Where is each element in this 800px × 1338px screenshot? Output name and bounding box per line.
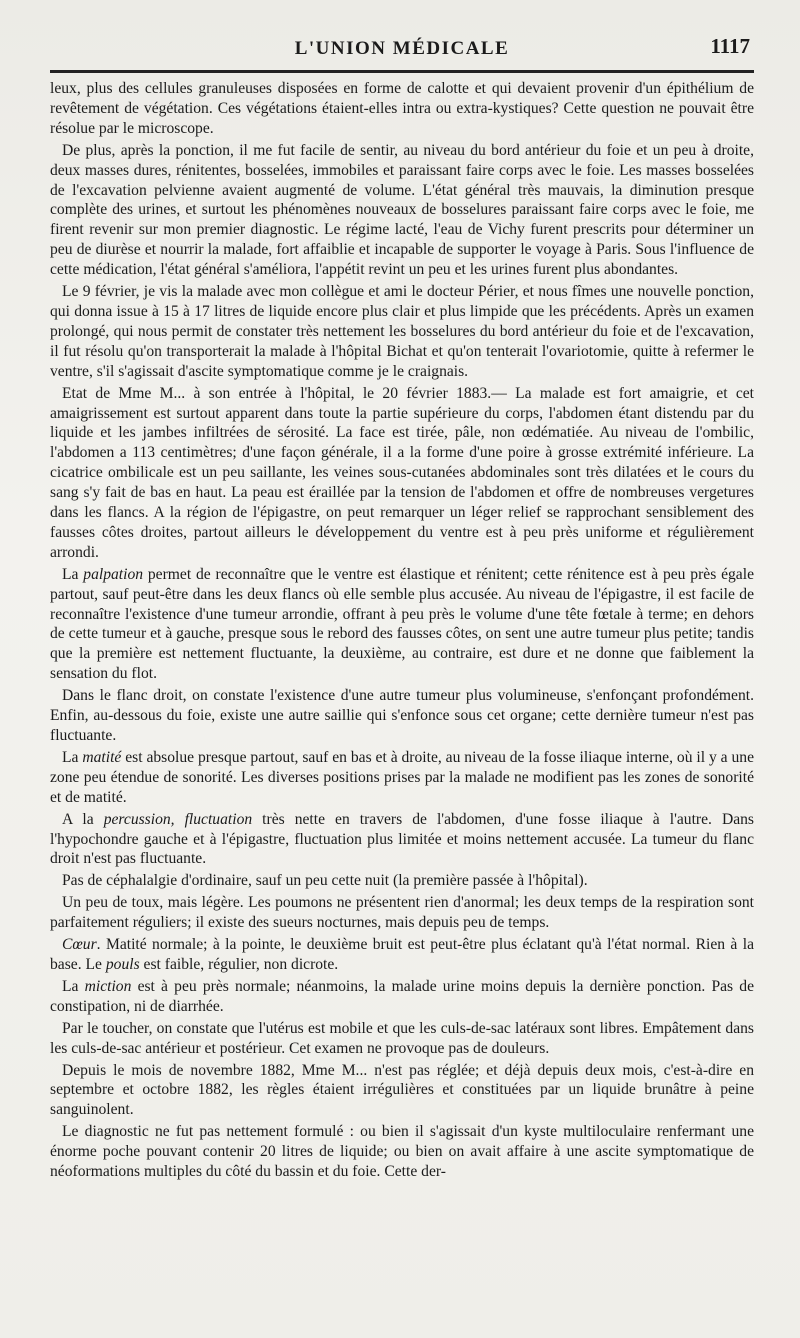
page-number: 1117 <box>710 34 750 58</box>
text-run: est faible, régulier, non dicrote. <box>139 955 339 973</box>
text-run: Depuis le mois de novembre 1882, Mme M... n'est pas réglée; et déjà depuis deux mois, c'est-à-dire en septembre et octobre 1882, les règles étaient irrégulières et constituées par un liquide brunâtre à peine sanguinolent. <box>50 1061 754 1119</box>
text-run: Par le toucher, on constate que l'utérus est mobile et que les culs-de-sac latéraux sont libres. Empâtement dans les culs-de-sac antérieur et postérieur. Cet examen ne provoque pas de douleurs. <box>50 1019 754 1057</box>
paragraph-p7 <box>50 748 754 808</box>
italic-term: palpation <box>83 565 144 583</box>
paragraph-p14 <box>50 1061 754 1121</box>
header-rule <box>50 70 754 73</box>
running-title: L'UNION MÉDICALE <box>294 38 510 59</box>
italic-term: miction <box>84 977 132 995</box>
text-run: . Matité normale; à la pointe, le deuxième bruit est peut-être plus éclatant qu'à l'état normal. Rien à la base. Le <box>50 936 754 973</box>
text-run: Etat de Mme M... à son entrée à l'hôpital, le 20 février 1883.— La malade est fort amaigrie, et cet amaigrissement est surtout apparent dans toute la partie supérieure du corps, l'abdomen étant distendu par du liquide et les jambes infiltrées de sérosité. La face est tirée, pâle, non œdématiée. Au niveau de l'ombilic, l'abdomen a 113 centimètres; d'une façon générale, il a la forme d'une poire à grosse extrémité inférieure. La cicatrice ombilicale est un peu saillante, les veines sous-cutanées abdominales sont très dilatées et le cours du sang s'y fait de bas en haut. La peau est éraillée par la tension de l'abdomen et offre de nombreuses vergetures dans les flancs. A la région de l'épigastre, on peut remarquer un léger relief se rapprochant sensiblement des fausses côtes droites, partout ailleurs le développement du ventre est à peu près uniforme et régulièrement arrondi. <box>50 384 754 561</box>
paragraph-p11 <box>50 935 754 975</box>
text-run: permet de reconnaître que le ventre est élastique et rénitent; cette rénitence est à peu près égale partout, sauf peut-être dans les deux flancs où elle semble plus accusée. Au niveau de l'épigastre, il est facile de reconnaître l'existence d'une tumeur arrondie, offrant à peu près le volume d'une tête fœtale à terme; en dehors de cette tumeur et à gauche, presque sous le rebord des fausses côtes, on sent une autre tumeur plus petite; tandis que la première est nettement fluctuante, la deuxième, au contraire, est dure et ne donne que faiblement la sensation du flot. <box>50 565 754 683</box>
italic-term: pouls <box>105 955 140 973</box>
text-run: Un peu de toux, mais légère. Les poumons ne présentent rien d'anormal; les deux temps de la respiration sont parfaitement réguliers; il existe des sueurs nocturnes, mais depuis peu de temps. <box>50 894 754 932</box>
text-run: A la <box>62 810 104 828</box>
text-run: leux, plus des cellules granuleuses disposées en forme de calotte et qui devaient provenir d'un épithélium de revêtement de végétation. Ces végétations étaient-elles intra ou extra-kystiques? Cette question ne pouvait être résolue par le microscope. <box>50 80 754 137</box>
paragraph-p3 <box>50 282 754 382</box>
paragraph-p12 <box>50 977 754 1017</box>
article-body <box>50 79 754 1182</box>
text-run: La <box>62 748 83 766</box>
paragraph-p1 <box>50 79 754 139</box>
text-run: très nette en travers de l'abdomen, d'une fosse iliaque à l'autre. Dans l'hypochondre gauche et à l'épigastre, fluctuation plus limitée et moins nettement accusée. La tumeur du flanc droit n'est pas fluctuante. <box>50 810 754 868</box>
text-run: Le diagnostic ne fut pas nettement formulé : ou bien il s'agissait d'un kyste multiloculaire renfermant une énorme poche pouvant contenir 20 litres de liquide; ou bien on avait affaire à une ascite symptomatique de néoformations multiples du côté du bassin et du foie. Cette der- <box>50 1123 754 1181</box>
paragraph-p9 <box>50 871 754 891</box>
text-run: La <box>62 565 84 583</box>
paragraph-p4 <box>50 384 754 563</box>
text-run: Le 9 février, je vis la malade avec mon collègue et ami le docteur Périer, et nous fîmes une nouvelle ponction, qui donna issue à 15 à 17 litres de liquide encore plus clair et plus limpide que les précédents. Après un examen prolongé, qui nous permit de constater très nettement les bosselures du bord antérieur du foie et de l'excavation, il fut résolu qu'on transporterait la malade à l'hôpital Bichat et qu'on tenterait l'ovariotomie, quitte à refermer le ventre, s'il s'agissait d'ascite symptomatique comme je le craignais. <box>50 283 754 380</box>
text-run: est à peu près normale; néanmoins, la malade urine moins depuis la dernière ponction. Pas de constipation, ni de diarrhée. <box>50 977 754 1015</box>
text-run: Dans le flanc droit, on constate l'existence d'une autre tumeur plus volumineuse, s'enfonçant profondément. Enfin, au-dessous du foie, existe une autre saillie qui s'enfonce sous cet organe; cette dernière tumeur n'est pas fluctuante. <box>50 687 754 744</box>
paragraph-p2 <box>50 141 754 280</box>
paragraph-p5 <box>50 565 754 684</box>
text-run: est absolue presque partout, sauf en bas et à droite, au niveau de la fosse iliaque interne, où il y a une zone peu étendue de sonorité. Les diverses positions prises par la malade ne modifient pas les zones de sonorité et de matité. <box>50 748 754 806</box>
italic-term: percussion, fluctuation <box>103 810 253 828</box>
paragraph-p10 <box>50 893 754 933</box>
paragraph-p8 <box>50 810 754 870</box>
text-run: La <box>62 977 85 995</box>
italic-term: matité <box>82 748 122 766</box>
italic-term: Cœur <box>62 936 97 954</box>
page-header <box>50 0 754 66</box>
paragraph-p13 <box>50 1019 754 1059</box>
text-run: Pas de céphalalgie d'ordinaire, sauf un peu cette nuit (la première passée à l'hôpital). <box>62 872 588 890</box>
paragraph-p15 <box>50 1122 754 1182</box>
paragraph-p6 <box>50 686 754 746</box>
text-run: De plus, après la ponction, il me fut facile de sentir, au niveau du bord antérieur du foie et un peu à droite, deux masses dures, rénitentes, bosselées, immobiles et paraissant faire corps avec le foie. Les masses bosselées de l'excavation pelvienne avaient augmenté de volume. L'état général très mauvais, la diminution presque complète des urines, et surtout les phénomènes nouveaux de bosselures paraissant faire corps avec le foie, me firent revenir sur mon premier diagnostic. Le régime lacté, l'eau de Vichy furent prescrits pour déterminer un peu de diurèse et nourrir la malade, fort affaiblie et incapable de supporter le voyage à Paris. Sous l'influence de cette médication, l'état général s'améliora, l'appétit revint un peu et les urines furent plus abondantes. <box>50 141 754 279</box>
